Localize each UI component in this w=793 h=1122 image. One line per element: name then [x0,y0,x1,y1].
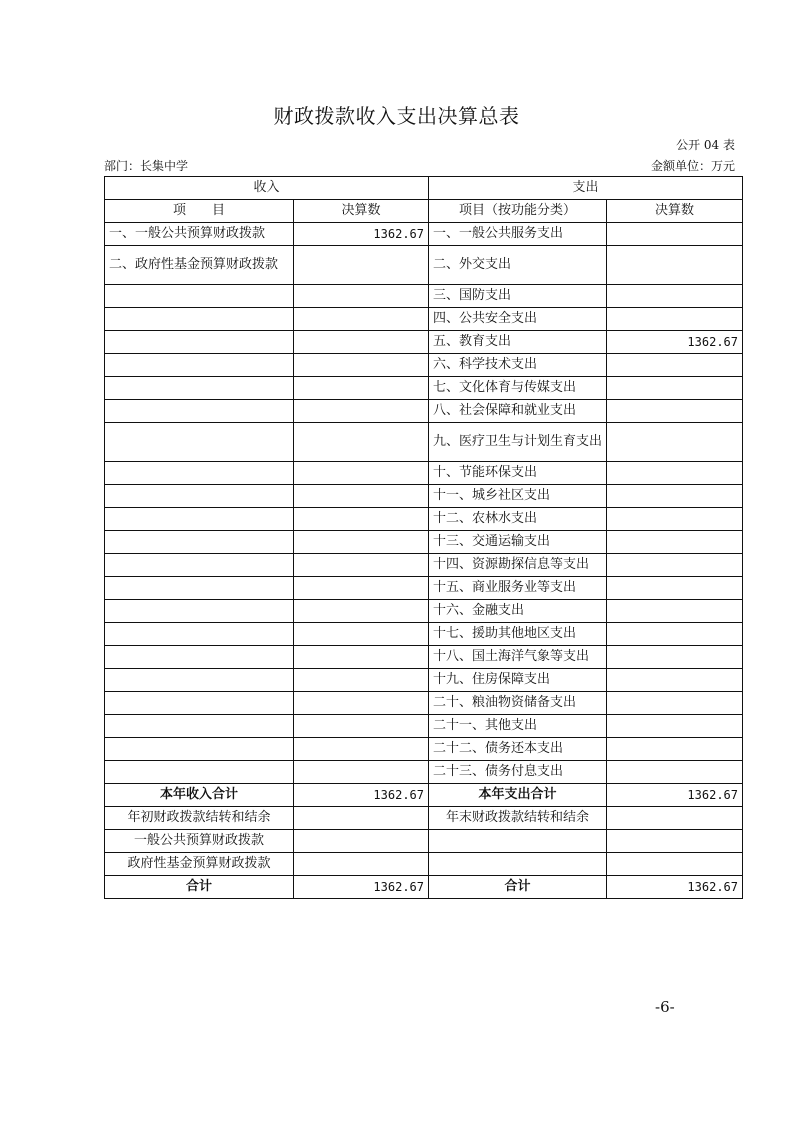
income-amount-cell [294,738,429,761]
income-item-cell [105,646,294,669]
expense-item-cell: 七、文化体育与传媒支出 [429,377,607,400]
expense-item-cell: 八、社会保障和就业支出 [429,400,607,423]
expense-amount-cell [607,246,743,285]
expense-item-cell: 十二、农林水支出 [429,508,607,531]
expense-section-header: 支出 [429,177,743,200]
expense-amount-cell [607,600,743,623]
expense-amount-header: 决算数 [607,200,743,223]
form-number: 公开 04 表 [676,138,735,152]
income-amount-cell [294,600,429,623]
expense-amount-cell [607,508,743,531]
income-item-header: 项 目 [105,200,294,223]
income-amount-cell [294,646,429,669]
year-income-total-amount: 1362.67 [294,784,429,807]
income-item-cell: 一、一般公共预算财政拨款 [105,223,294,246]
expense-item-cell: 五、教育支出 [429,331,607,354]
table-row [105,377,743,400]
income-amount-cell [294,308,429,331]
expense-item-cell: 二、外交支出 [429,246,607,285]
expense-amount-cell [607,354,743,377]
income-amount-cell [294,285,429,308]
expense-amount-cell [607,554,743,577]
grand-total-income-label: 合计 [105,876,294,899]
table-row [105,554,743,577]
income-amount-cell [294,623,429,646]
income-item-cell [105,554,294,577]
income-amount-cell [294,531,429,554]
table-row [105,462,743,485]
income-amount-cell [294,485,429,508]
income-item-cell [105,485,294,508]
income-item-cell [105,623,294,646]
fund-budget-label: 政府性基金预算财政拨款 [105,853,294,876]
fund-budget-row [105,853,743,876]
balance-row [105,807,743,830]
income-item-cell [105,531,294,554]
expense-item-header: 项目（按功能分类） [429,200,607,223]
expense-item-cell: 三、国防支出 [429,285,607,308]
expense-amount-cell [607,462,743,485]
income-amount-cell [294,761,429,784]
expense-amount-cell [607,223,743,246]
income-item-cell [105,577,294,600]
income-item-cell [105,285,294,308]
expense-item-cell: 十四、资源勘探信息等支出 [429,554,607,577]
expense-item-cell: 六、科学技术支出 [429,354,607,377]
amount-unit-label: 金额单位：万元 [650,159,735,173]
year-total-row [105,784,743,807]
expense-amount-cell [607,692,743,715]
expense-amount-cell [607,400,743,423]
general-budget-label: 一般公共预算财政拨款 [105,830,294,853]
table-row [105,715,743,738]
income-item-cell [105,508,294,531]
end-balance-amount [607,807,743,830]
income-amount-cell [294,692,429,715]
table-row [105,761,743,784]
year-income-total-label: 本年收入合计 [105,784,294,807]
header-row-sections [105,177,743,200]
year-expense-total-amount: 1362.67 [607,784,743,807]
end-balance-label: 年末财政拨款结转和结余 [429,807,607,830]
income-amount-cell [294,331,429,354]
expense-item-cell: 一、一般公共服务支出 [429,223,607,246]
table-row [105,223,743,246]
income-item-cell [105,761,294,784]
general-budget-amount [294,830,429,853]
income-amount-cell [294,462,429,485]
expense-amount-cell [607,715,743,738]
expense-amount-cell [607,623,743,646]
expense-amount-cell [607,531,743,554]
fund-budget-amount [294,853,429,876]
income-item-cell [105,692,294,715]
expense-amount-cell [607,485,743,508]
budget-summary-table [104,176,743,899]
blank-cell [607,853,743,876]
income-amount-cell: 1362.67 [294,223,429,246]
table-row [105,508,743,531]
expense-amount-cell [607,738,743,761]
table-row [105,577,743,600]
table-row [105,531,743,554]
income-amount-cell [294,508,429,531]
expense-amount-cell [607,577,743,600]
table-row [105,331,743,354]
begin-balance-label: 年初财政拨款结转和结余 [105,807,294,830]
income-item-cell [105,354,294,377]
income-amount-header: 决算数 [294,200,429,223]
income-item-cell: 二、政府性基金预算财政拨款 [105,246,294,285]
income-item-cell [105,308,294,331]
income-amount-cell [294,669,429,692]
income-item-cell [105,462,294,485]
expense-amount-cell [607,669,743,692]
grand-total-row [105,876,743,899]
income-item-cell [105,331,294,354]
expense-amount-cell: 1362.67 [607,331,743,354]
table-row [105,669,743,692]
income-item-cell [105,423,294,462]
grand-total-expense-amount: 1362.67 [607,876,743,899]
table-row [105,600,743,623]
table-row [105,423,743,462]
table-row [105,285,743,308]
blank-cell [607,830,743,853]
income-item-cell [105,669,294,692]
table-row [105,738,743,761]
income-amount-cell [294,354,429,377]
expense-item-cell: 十六、金融支出 [429,600,607,623]
expense-item-cell: 九、医疗卫生与计划生育支出 [429,423,607,462]
expense-amount-cell [607,377,743,400]
table-row [105,400,743,423]
header-row-columns [105,200,743,223]
income-amount-cell [294,423,429,462]
income-item-cell [105,738,294,761]
expense-amount-cell [607,285,743,308]
expense-item-cell: 十三、交通运输支出 [429,531,607,554]
grand-total-expense-label: 合计 [429,876,607,899]
income-item-cell [105,377,294,400]
income-amount-cell [294,377,429,400]
expense-item-cell: 十八、国土海洋气象等支出 [429,646,607,669]
income-item-cell [105,600,294,623]
expense-amount-cell [607,646,743,669]
year-expense-total-label: 本年支出合计 [429,784,607,807]
income-section-header: 收入 [105,177,429,200]
table-row [105,354,743,377]
grand-total-income-amount: 1362.67 [294,876,429,899]
table-row [105,623,743,646]
income-amount-cell [294,577,429,600]
page-title: 财政拨款收入支出决算总表 [273,104,520,128]
income-amount-cell [294,400,429,423]
table-row [105,308,743,331]
expense-item-cell: 二十二、债务还本支出 [429,738,607,761]
income-item-cell [105,400,294,423]
table-row [105,485,743,508]
blank-cell [429,853,607,876]
income-item-cell [105,715,294,738]
table-row [105,692,743,715]
expense-amount-cell [607,423,743,462]
expense-item-cell: 十九、住房保障支出 [429,669,607,692]
begin-balance-amount [294,807,429,830]
expense-item-cell: 二十三、债务付息支出 [429,761,607,784]
department-label: 部门：长集中学 [104,159,189,173]
income-amount-cell [294,246,429,285]
expense-item-cell: 二十一、其他支出 [429,715,607,738]
expense-item-cell: 十、节能环保支出 [429,462,607,485]
expense-item-cell: 四、公共安全支出 [429,308,607,331]
expense-amount-cell [607,761,743,784]
expense-item-cell: 十七、援助其他地区支出 [429,623,607,646]
general-budget-row [105,830,743,853]
blank-cell [429,830,607,853]
table-row [105,246,743,285]
table-row [105,646,743,669]
expense-amount-cell [607,308,743,331]
expense-item-cell: 十一、城乡社区支出 [429,485,607,508]
expense-item-cell: 二十、粮油物资储备支出 [429,692,607,715]
income-amount-cell [294,715,429,738]
income-amount-cell [294,554,429,577]
page-number: -6- [655,998,675,1016]
expense-item-cell: 十五、商业服务业等支出 [429,577,607,600]
